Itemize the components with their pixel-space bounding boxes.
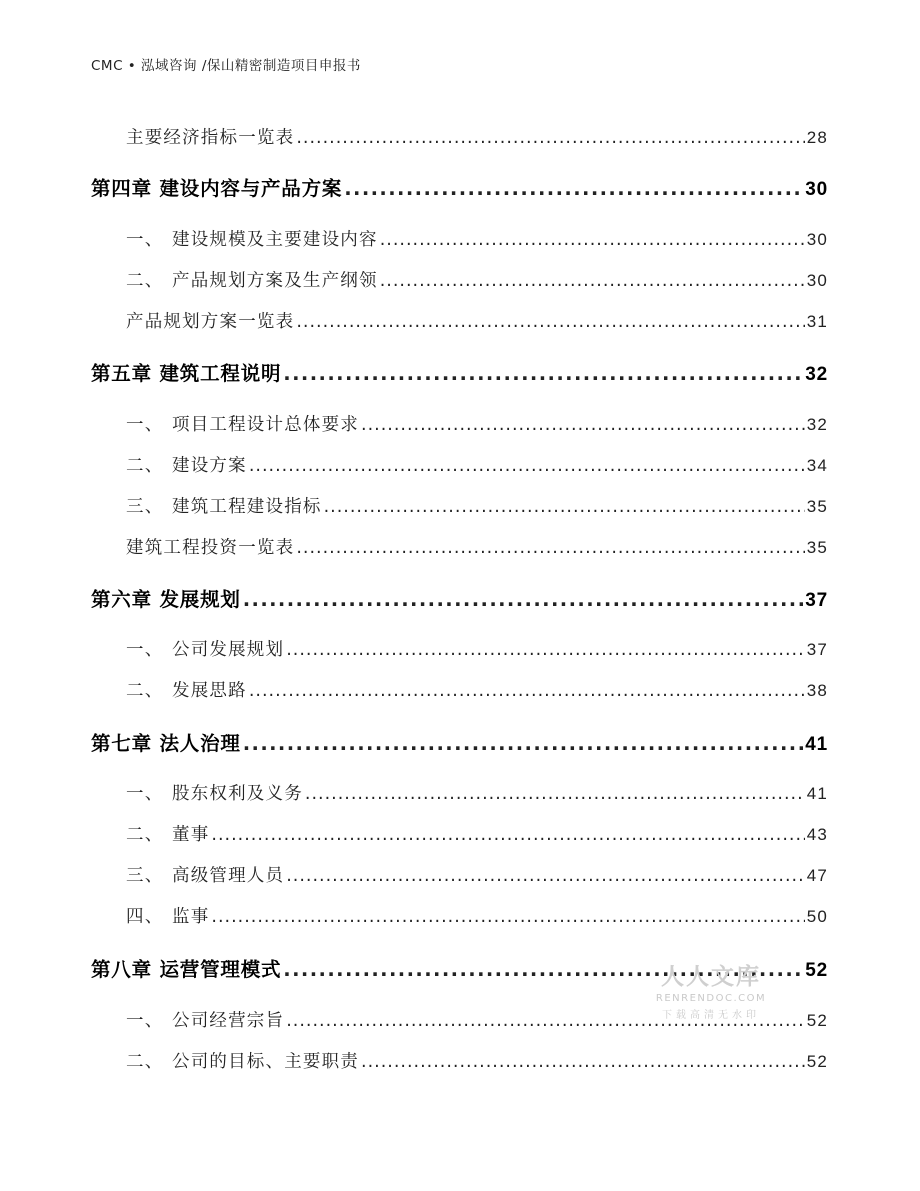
toc-entry-title: 建设方案 — [172, 456, 247, 476]
toc-entry-title: 主要经济指标一览表 — [126, 128, 295, 148]
toc-entry-title: 建筑工程建设指标 — [172, 497, 322, 517]
toc-chapter-title: 第五章 建筑工程说明 — [91, 362, 282, 385]
toc-entry-number: 一、 — [126, 784, 164, 804]
toc-entry[interactable] — [126, 226, 828, 251]
watermark-title: 人人文库 — [661, 964, 761, 990]
toc-entry[interactable] — [126, 308, 828, 333]
toc-entry[interactable] — [126, 534, 828, 559]
toc-entry-number: 一、 — [126, 415, 164, 435]
toc-page-number: 52 — [806, 1011, 828, 1030]
toc-entry[interactable] — [126, 1007, 828, 1032]
toc-chapter-entry[interactable] — [91, 954, 828, 982]
toc-leader-dots — [283, 362, 803, 385]
toc-entry-title: 建设规模及主要建设内容 — [172, 230, 378, 250]
toc-entry-title: 产品规划方案一览表 — [126, 312, 295, 332]
toc-leader-dots — [361, 1052, 805, 1072]
toc-leader-dots — [249, 456, 805, 476]
toc-entry-number: 二、 — [126, 1052, 164, 1072]
toc-entry[interactable] — [126, 1048, 828, 1073]
toc-entry[interactable] — [126, 780, 828, 805]
toc-leader-dots — [211, 825, 804, 845]
toc-leader-dots — [283, 958, 803, 981]
toc-entry[interactable] — [126, 124, 828, 149]
toc-entry-title: 公司发展规划 — [172, 640, 285, 660]
toc-entry[interactable] — [126, 821, 828, 846]
toc-page-number: 41 — [806, 784, 828, 803]
toc-entry-title: 监事 — [172, 907, 210, 927]
watermark-domain: RENRENDOC.COM — [655, 993, 767, 1004]
watermark-tagline: 下载高清无水印 — [662, 1010, 760, 1021]
toc-leader-dots — [249, 681, 805, 701]
toc-leader-dots — [380, 230, 805, 250]
toc-page-number: 37 — [806, 640, 828, 659]
toc-entry-title: 高级管理人员 — [172, 866, 285, 886]
toc-entry-number: 一、 — [126, 230, 164, 250]
toc-chapter-entry[interactable] — [91, 728, 828, 756]
toc-page-number: 28 — [806, 128, 828, 147]
toc-leader-dots — [305, 784, 805, 804]
toc-entry-title: 建筑工程投资一览表 — [126, 538, 295, 558]
toc-page-number: 52 — [806, 1052, 828, 1071]
toc-entry-title: 产品规划方案及生产纲领 — [172, 271, 378, 291]
toc-page-number: 30 — [806, 271, 828, 290]
toc-entry[interactable] — [126, 267, 828, 292]
toc-entry-number: 三、 — [126, 866, 164, 886]
toc-leader-dots — [344, 177, 803, 200]
toc-entry[interactable] — [126, 493, 828, 518]
toc-page-number: 43 — [806, 825, 828, 844]
toc-page-number: 35 — [806, 497, 828, 516]
toc-entry[interactable] — [126, 677, 828, 702]
toc-leader-dots — [286, 1011, 804, 1031]
toc-entry-number: 二、 — [126, 271, 164, 291]
toc-entry[interactable] — [126, 903, 828, 928]
toc-entry-title: 公司经营宗旨 — [172, 1011, 285, 1031]
toc-page-number: 41 — [805, 734, 828, 755]
toc-leader-dots — [211, 907, 804, 927]
toc-entry-title: 股东权利及义务 — [172, 784, 303, 804]
toc-page-number: 50 — [806, 907, 828, 926]
toc-page-number: 52 — [805, 960, 828, 981]
toc-entry-title: 公司的目标、主要职责 — [172, 1052, 359, 1072]
toc-chapter-title: 第八章 运营管理模式 — [91, 958, 282, 981]
toc-page-number: 30 — [805, 179, 828, 200]
toc-chapter-title: 第七章 法人治理 — [91, 732, 241, 755]
toc-entry[interactable] — [126, 862, 828, 887]
toc-entry[interactable] — [126, 452, 828, 477]
toc-entry-title: 发展思路 — [172, 681, 247, 701]
toc-entry-title: 项目工程设计总体要求 — [172, 415, 359, 435]
toc-chapter-entry[interactable] — [91, 584, 828, 612]
toc-page-number: 34 — [806, 456, 828, 475]
toc-page-number: 32 — [806, 415, 828, 434]
toc-chapter-title: 第六章 发展规划 — [91, 588, 241, 611]
toc-leader-dots — [296, 312, 804, 332]
toc-leader-dots — [286, 640, 804, 660]
toc-entry-number: 二、 — [126, 681, 164, 701]
toc-page-number: 37 — [805, 590, 828, 611]
running-header: CMC • 泓域咨询 /保山精密制造项目申报书 — [91, 58, 361, 74]
toc-leader-dots — [296, 538, 804, 558]
toc-page-number: 30 — [806, 230, 828, 249]
toc-leader-dots — [361, 415, 805, 435]
toc-leader-dots — [243, 588, 804, 611]
toc-page-number: 47 — [806, 866, 828, 885]
toc-entry-number: 一、 — [126, 1011, 164, 1031]
toc-entry[interactable] — [126, 411, 828, 436]
toc-chapter-entry[interactable] — [91, 173, 828, 201]
toc-chapter-title: 第四章 建设内容与产品方案 — [91, 177, 343, 200]
toc-leader-dots — [380, 271, 805, 291]
toc-leader-dots — [296, 128, 804, 148]
toc-page-number: 38 — [806, 681, 828, 700]
toc-entry-number: 三、 — [126, 497, 164, 517]
toc-page-number: 32 — [805, 364, 828, 385]
toc-entry-number: 一、 — [126, 640, 164, 660]
toc-entry-number: 二、 — [126, 825, 164, 845]
toc-entry[interactable] — [126, 636, 828, 661]
toc-chapter-entry[interactable] — [91, 358, 828, 386]
toc-entry-title: 董事 — [172, 825, 210, 845]
toc-entry-number: 四、 — [126, 907, 164, 927]
toc-entry-number: 二、 — [126, 456, 164, 476]
toc-page-number: 31 — [806, 312, 828, 331]
toc-page-number: 35 — [806, 538, 828, 557]
toc-leader-dots — [243, 732, 804, 755]
toc-leader-dots — [286, 866, 804, 886]
toc-leader-dots — [324, 497, 805, 517]
